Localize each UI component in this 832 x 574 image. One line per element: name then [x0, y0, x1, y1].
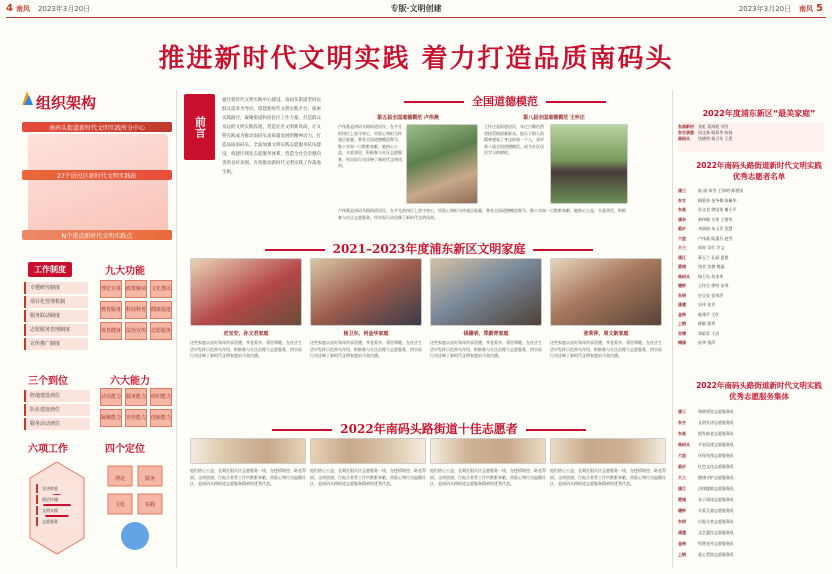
rule-item: 项目化管理机制: [24, 296, 88, 308]
family-caption-3: 钱德明、郑蔚青家庭: [463, 331, 509, 337]
model-photo-2: [550, 124, 628, 204]
volunteer-row: 浦建 吴伟 张芳: [678, 302, 716, 307]
rule-item: 宣传推广制度: [24, 338, 88, 350]
group-row: 大三 健康守护志愿服务队: [678, 475, 734, 480]
volunteer-row: 东方 顾菊华 金冬梅 陈佩华: [678, 197, 737, 203]
volunteer-row: 塘桥 王怀庄 徐明 宋琴: [678, 283, 729, 288]
volunteer-groups-title: 2022年南码头路街道新时代文明实践优秀志愿服务集体: [696, 381, 822, 401]
rule-item: 专题研究制度: [24, 282, 88, 294]
in-place-item: 服务活动到位: [24, 418, 90, 430]
volunteer-row: 浦江 蒋玉兰 孔丽 夏建: [678, 254, 729, 260]
volunteer-row: 世博 郑蔚青 于洁: [678, 330, 720, 336]
group-row: 金杨 科普宣传志愿服务队: [678, 541, 734, 546]
group-row: 上钢 爱心帮困志愿服务队: [678, 552, 734, 557]
family-photo-2: [310, 258, 422, 326]
org-structure-title: 组织架构: [36, 94, 97, 112]
volunteer-row: 东明 史宝安 张荣萍: [678, 292, 724, 298]
volunteer-groups-list: [678, 406, 824, 566]
ability-item: 服务能力: [125, 388, 147, 406]
volunteer-row: 梅园 孙华 钱萍: [678, 340, 716, 345]
work-item: 志愿服务: [36, 517, 80, 526]
best-family-row: 东方居委 周文新 顾菊华 陈杨: [678, 130, 733, 135]
page-number-right: 5: [816, 3, 823, 14]
six-works-heading: 六项工作: [28, 444, 68, 455]
group-row: 六里 环保先锋志愿服务队: [678, 453, 734, 458]
group-row: 浦三 和谐邻里志愿服务队: [678, 409, 734, 414]
volunteer-row: 六里 卢伟燕 陆惠芬 赵雪: [678, 235, 733, 241]
volunteer-row: 浦东 黄伟敏 方荣 王建华: [678, 216, 733, 222]
group-row: 浦建 文艺惠民志愿服务队: [678, 530, 734, 535]
position-item: 文化: [114, 502, 125, 508]
in-place-item: 阵地建设到位: [24, 390, 90, 402]
volunteer-text-3: 他们热心公益，长期扎根社区志愿服务一线，在疫情防控、助老帮困、文明创建、垃圾分类等工作中默默奉献，用爱心和行动温暖社区，是南码头路街道志愿服务精神的优秀代表。: [430, 468, 546, 486]
family-caption-1: 史宝安、孙文君家庭: [223, 331, 269, 337]
function-item: 理论宣讲: [100, 280, 122, 298]
main-headline: 推进新时代文明实践 着力打造品质南码头: [158, 44, 674, 74]
volunteer-row: 南码头 杨卫东 何金华: [678, 273, 724, 279]
org-box-center: 南码头街道新时代文明实践所分中心: [22, 122, 172, 132]
volunteer-text-1: 他们热心公益，长期扎根社区志愿服务一线，在疫情防控、助老帮困、文明创建、垃圾分类等工作中默默奉献，用爱心和行动温暖社区，是南码头路街道志愿服务精神的优秀代表。: [190, 468, 306, 486]
group-row: 东明 垃圾分类志愿服务队: [678, 519, 734, 524]
header-rule: [6, 17, 826, 18]
family-caption-2: 杨卫东、何金华家庭: [343, 331, 389, 337]
group-row: 塘桥 关爱儿童志愿服务队: [678, 508, 734, 513]
function-item: 文化惠民: [150, 280, 172, 298]
function-item: 健康促进: [150, 301, 172, 319]
volunteer-row: 临沂 刘丽娟 朱玉芳 沈慧: [678, 226, 733, 231]
volunteer-row: 东昌 孙文君 徐国英 谢小平: [678, 207, 737, 212]
right-column-divider: [672, 90, 673, 568]
date-right: 2023年3月20日: [738, 4, 792, 13]
family-photo-4: [550, 258, 662, 326]
volunteers-list: [678, 186, 824, 350]
brand-left: 南风: [15, 4, 30, 13]
volunteer-row: 浦三 陆 丽 陈雪 王海明 陈建国: [678, 188, 744, 193]
model-caption-2: 第八届全国道德模范 王怀庄: [523, 115, 585, 121]
preface-text: 通过新时代文明实践中心建设，南码头街道坚持以群众需求为导向，搭建新时代文明实践平台，探索实践路径，凝聚街道和居民区工作力量，打造群众身边的文明实践阵地，营造社区文明新风尚，让文明实践成为推动南码头高质量发展的精神动力，打造品质南码头。全面加强文明实践志愿服务队伍建设，构建区域化志愿服务体系，营造全社会崇德向善的良好氛围，有效推动新时代文明实践工作落地生根。: [222, 98, 321, 175]
family-caption-4: 张荣萍、周文新家庭: [583, 331, 629, 337]
org-box-points: N个重点新时代文明实践点: [22, 230, 172, 240]
volunteers-list-title: 2022年南码头路街道新时代文明实践优秀志愿者名单: [696, 161, 822, 181]
volunteer-text-2: 他们热心公益，长期扎根社区志愿服务一线，在疫情防控、助老帮困、文明创建、垃圾分类等工作中默默奉献，用爱心和行动温暖社区，是南码头路街道志愿服务精神的优秀代表。: [310, 468, 426, 486]
column-divider: [176, 90, 177, 568]
volunteer-row: 港城 钱芳 沈梅 姚磊: [678, 264, 725, 269]
four-positions-heading: 四个定位: [105, 444, 145, 455]
brand-right: 南风: [799, 4, 814, 13]
rule-item: 服务联动制度: [24, 310, 88, 322]
rules-heading: 工作制度: [28, 262, 72, 277]
work-item: 理论传播: [36, 495, 80, 504]
family-photo-3: [430, 258, 542, 326]
volunteer-text-4: 他们热心公益，长期扎根社区志愿服务一线，在疫情防控、助老帮困、文明创建、垃圾分类等工作中默默奉献，用爱心和行动温暖社区，是南码头路街道志愿服务精神的优秀代表。: [550, 468, 666, 486]
moral-footer-text: 卢伟燕是南码头路街道居民，在平凡的岗位上坚守初心，用爱心和担当传递正能量，曾获全国道德模范称号，数十年如一日默默奉献。她热心公益，关爱邻里，积极参与社区志愿服务，用实际行动诠释了新时代文明风尚。: [338, 208, 626, 220]
six-abilities-grid: [100, 388, 172, 427]
work-item: 宣讲阵地: [36, 484, 80, 493]
volunteer-row: 上钢 顾敏 程珍: [678, 321, 716, 326]
function-item: 体育健身: [100, 322, 122, 340]
function-item: 教育服务: [100, 301, 122, 319]
best-family-row: 南码头 钱德明 杨卫东 王恩: [678, 136, 733, 141]
model-photo-1: [406, 124, 478, 204]
ability-item: 组织能力: [150, 388, 172, 406]
best-families-list: [678, 124, 824, 150]
in-place-item: 队伍建设到位: [24, 404, 90, 416]
three-in-place-heading: 三个到位: [28, 376, 68, 387]
family-photo-1: [190, 258, 302, 326]
model-text-2: 王怀庄是街道居民，年过古稀仍然坚持帮助困难群众，他乐于助人的精神感染了身边的每一个人，获评第八届全国道德模范，成为社区居民学习的榜样。: [484, 124, 544, 155]
volunteer-photo-strip-1: [190, 438, 306, 464]
ability-item: 动员能力: [100, 388, 122, 406]
position-item: 服务: [144, 476, 155, 482]
nine-functions-heading: 九大功能: [105, 266, 145, 277]
moral-models-title: 全国道德模范: [330, 93, 680, 109]
volunteer-row: 大三 周英 吴红 许文: [678, 245, 725, 250]
org-chart-background: [28, 134, 168, 234]
family-text-4: 这些家庭以良好家风传承美德，孝老爱亲、邻里和睦，在社区生活中发挥示范带头作用，积极参与社区治理与志愿服务，用实际行动诠释了新时代文明家庭的丰富内涵。: [550, 340, 662, 358]
group-row: 南码头 平安巡逻志愿服务队: [678, 442, 734, 447]
function-item: 科技科普: [125, 301, 147, 319]
volunteer-photo-strip-3: [430, 438, 546, 464]
position-item: 理论: [114, 476, 125, 482]
function-item: 法治宣传: [125, 322, 147, 340]
rules-list: [24, 282, 88, 352]
preface-label: 前言: [184, 94, 215, 160]
best-family-row: 东昌新村 张虹 葛海霞 刘雪: [678, 124, 729, 129]
family-text-3: 这些家庭以良好家风传承美德，孝老爱亲、邻里和睦，在社区生活中发挥示范带头作用，积极参与社区治理与志愿服务，用实际行动诠释了新时代文明家庭的丰富内涵。: [430, 340, 542, 358]
work-item: 文明实践: [36, 506, 80, 515]
six-works-list: [36, 484, 80, 528]
group-row: 浦江 法律援助志愿服务队: [678, 486, 734, 491]
section-name: 专版·文明创建: [390, 4, 442, 13]
group-row: 东方 文明宣讲志愿服务队: [678, 420, 734, 425]
volunteer-photo-strip-4: [550, 438, 666, 464]
ability-item: 凝聚能力: [100, 409, 122, 427]
three-in-place-list: [24, 390, 90, 432]
header-right: [739, 0, 826, 17]
position-item: 实践: [144, 502, 155, 508]
ability-item: 宣传能力: [125, 409, 147, 427]
group-row: 港城 亲子阅读志愿服务队: [678, 497, 734, 502]
org-box-stations: 27个居民区新时代文明实践站: [22, 170, 172, 180]
model-text-1: 卢伟燕是南码头路街道居民，在平凡的岗位上坚守初心，用爱心和担当传递正能量，曾获全国道德模范称号，数十年如一日默默奉献。她热心公益，关爱邻里，积极参与社区志愿服务，用实际行动诠释了新时代文明风尚。: [338, 124, 402, 168]
best-families-title: 2022年度浦东新区“最美家庭”: [702, 109, 816, 118]
header-left: [6, 0, 90, 17]
organization-icon: [20, 89, 34, 107]
four-positions-grid: [108, 470, 162, 514]
six-abilities-heading: 六大能力: [110, 376, 150, 387]
page-number-left: 4: [6, 3, 13, 14]
function-item: 政策解读: [125, 280, 147, 298]
family-text-1: 这些家庭以良好家风传承美德，孝老爱亲、邻里和睦，在社区生活中发挥示范带头作用，积极参与社区治理与志愿服务，用实际行动诠释了新时代文明家庭的丰富内涵。: [190, 340, 302, 358]
nine-functions-grid: [100, 280, 172, 340]
volunteers-title: 2022年南码头路街道十佳志愿者: [186, 420, 672, 437]
volunteer-photo-strip-2: [310, 438, 426, 464]
model-caption-1: 第五届全国道德模范 卢伟燕: [377, 115, 439, 121]
function-item: 志愿服务: [150, 322, 172, 340]
date-left: 2023年3月20日: [37, 4, 91, 13]
volunteer-row: 金杨 陈建平 王红: [678, 311, 720, 317]
family-text-2: 这些家庭以良好家风传承美德，孝老爱亲、邻里和睦，在社区生活中发挥示范带头作用，积极参与社区治理与志愿服务，用实际行动诠释了新时代文明家庭的丰富内涵。: [310, 340, 422, 358]
rule-item: 志愿服务管理制度: [24, 324, 88, 336]
group-row: 东昌 银发助老志愿服务队: [678, 431, 734, 436]
ability-item: 创新能力: [150, 409, 172, 427]
group-row: 临沂 红色文化志愿服务队: [678, 464, 734, 469]
families-title: 2021–2023年度浦东新区文明家庭: [186, 240, 672, 257]
